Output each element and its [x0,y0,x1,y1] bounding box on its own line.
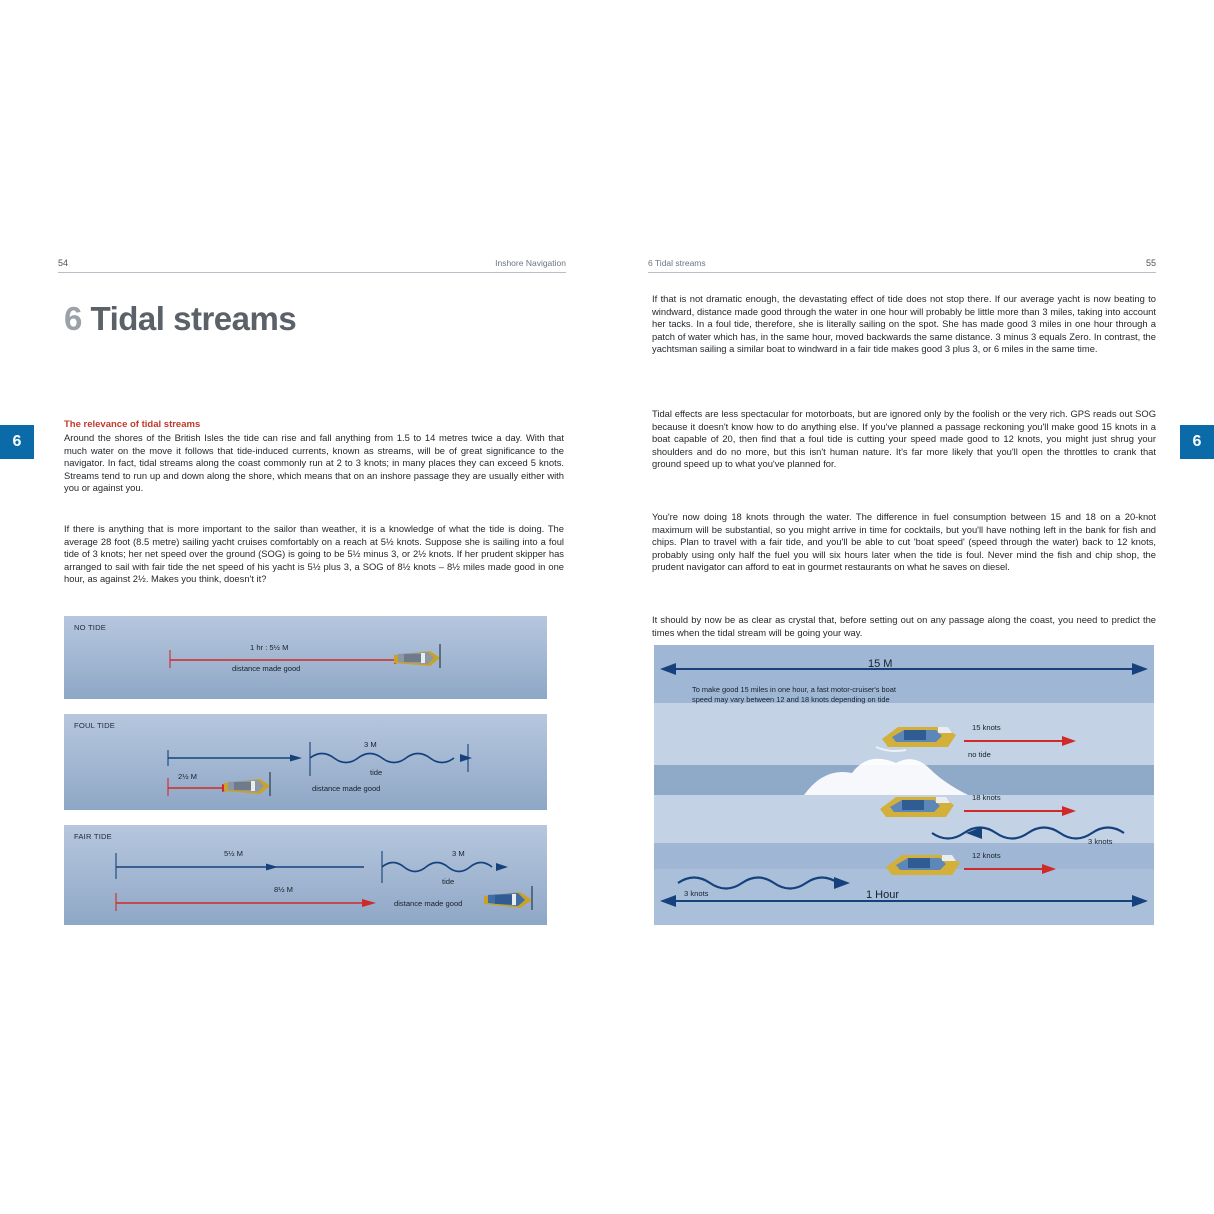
caption-row2-tide: 3 knots [1088,837,1113,846]
figure-no-tide-label: NO TIDE [74,623,107,632]
caption-row1-speed: 15 knots [972,723,1001,732]
figure-motorboat-tide [654,645,1154,925]
right-paragraph-4: It should by now be as clear as crystal that, before setting out on any passage along the coast, you need to predict the times when the tidal stream will be going your way. [652,614,1156,638]
caption-foul-tide-3m: 3 M [364,740,377,749]
right-folio: 55 [1145,258,1156,268]
left-paragraph-1: Around the shores of the British Isles the tide can rise and fall anything from 1.5 to 14 metres twice a day. With that much water on the move it follows that tide-induced currents, known as streams, will be of great significance to the navigator. In fact, tidal streams along the coast commonly run at 2 to 3 knots; in many places they can exceed 5 knots. Streams tend to run up and down along the shore, which means that on an inshore passage they are usually either with you or against you. [64,432,564,494]
figure-fair-tide-label: FAIR TIDE [74,832,112,841]
figure-no-tide [64,616,547,699]
figure-fair-tide-graphics [64,825,547,925]
right-paragraph-1: If that is not dramatic enough, the devastating effect of tide does not stop there. If our average yacht is now beating to windward, distance made good through the water in one hour will probably be little more than 3 miles, taking into account her tacks. In a foul tide, therefore, she is literally sailing on the spot. She has made good 3 miles in one hour through a patch of water which has, in the same hour, moved backwards the same distance. 3 minus 3 equals Zero. In contrast, the yachtsman sailing a similar boat to windward in a fair tide makes good 3 plus 3, or 6 miles in the same time. [652,293,1156,355]
left-running-head [58,255,566,275]
caption-row3-speed: 12 knots [972,851,1001,860]
caption-foul-tide-dmg: distance made good [312,784,381,793]
left-head-rule [58,272,566,273]
caption-foul-tide-tide: tide [370,768,383,777]
caption-no-tide-dmg: distance made good [232,664,301,673]
figure-foul-tide-graphics [64,714,547,810]
caption-fair-tide-tide: tide [442,877,455,886]
caption-scale-top: 15 M [868,658,893,670]
caption-foul-tide-25m: 2½ M [178,772,197,781]
left-paragraph-2: If there is anything that is more important to the sailor than weather, it is a knowledge of what the tide is doing. The average 28 foot (8.5 metre) sailing yacht cruises comfortably on a reach at 5½ knots. Suppose she is sailing into a foul tide of 3 knots; her net speed over the ground (SOG) is going to be 5½ minus 3, or 2½ knots. If her prudent skipper has arranged to sail with fair tide the net speed of his yacht is 5½ plus 3, a SOG of 8½ knots – 8½ miles made good in one hour, as against 2½. Makes you think, doesn't it? [64,523,564,585]
chapter-heading [64,300,296,338]
caption-row2-speed: 18 knots [972,793,1001,802]
figure-foul-tide [64,714,547,810]
left-folio: 54 [58,258,69,268]
right-page [648,255,1156,935]
left-page [58,255,566,935]
chapter-title: Tidal streams [90,300,297,337]
chapter-number: 6 [64,300,82,337]
figure-fair-tide [64,825,547,925]
left-running-title: Inshore Navigation [495,258,566,268]
right-head-rule [648,272,1156,273]
figure-foul-tide-label: FOUL TIDE [74,721,116,730]
caption-fair-tide-dmg: distance made good [394,899,463,908]
chapter-tab-left: 6 [0,425,34,459]
right-running-head [648,255,1156,275]
figure-note: To make good 15 miles in one hour, a fast motor-cruiser's boat speed may vary between 12 and 18 knots depending on tide [692,685,896,704]
caption-fair-tide-85m: 8½ M [274,885,293,894]
caption-fair-tide-3m: 3 M [452,849,465,858]
right-paragraph-3: You're now doing 18 knots through the water. The difference in fuel consumption between 15 and 18 on a 20-knot maximum will be substantial, so you might arrive in time for cocktails, but you'll have nothing left in the bank for fish and chips. Plan to travel with a fair tide, and you'll be able to cut 'boat speed' (speed through the water) back to 12 knots, probably using only half the fuel you will six hours later when the tide is foul. Never mind the fish and chip shop, the prudent navigator can afford to eat in gourmet restaurants on what he saves on diesel. [652,511,1156,573]
right-paragraph-2: Tidal effects are less spectacular for motorboats, but are ignored only by the foolish or the very rich. GPS reads out SOG because it doesn't know how to do anything else. If you've planned a passage reckoning you'll make good 15 knots in a boat capable of 20, then find that a foul tide is cutting your speed made good to 12 knots, you might just shrug your shoulders and do no more, but this isn't human nature. It's far more likely that you'll open the throttles to crank that ground speed up to what you've planned for. [652,408,1156,470]
chapter-tab-right: 6 [1180,425,1214,459]
caption-row3-tide: 3 knots [684,889,709,898]
caption-row1-tide: no tide [968,750,991,759]
caption-scale-bottom: 1 Hour [866,889,900,901]
right-running-title: 6 Tidal streams [648,258,706,268]
section-subhead: The relevance of tidal streams [64,419,201,430]
caption-fair-tide-55m: 5½ M [224,849,243,858]
figure-no-tide-graphics [64,616,547,699]
caption-no-tide-speed: 1 hr : 5½ M [250,643,289,652]
